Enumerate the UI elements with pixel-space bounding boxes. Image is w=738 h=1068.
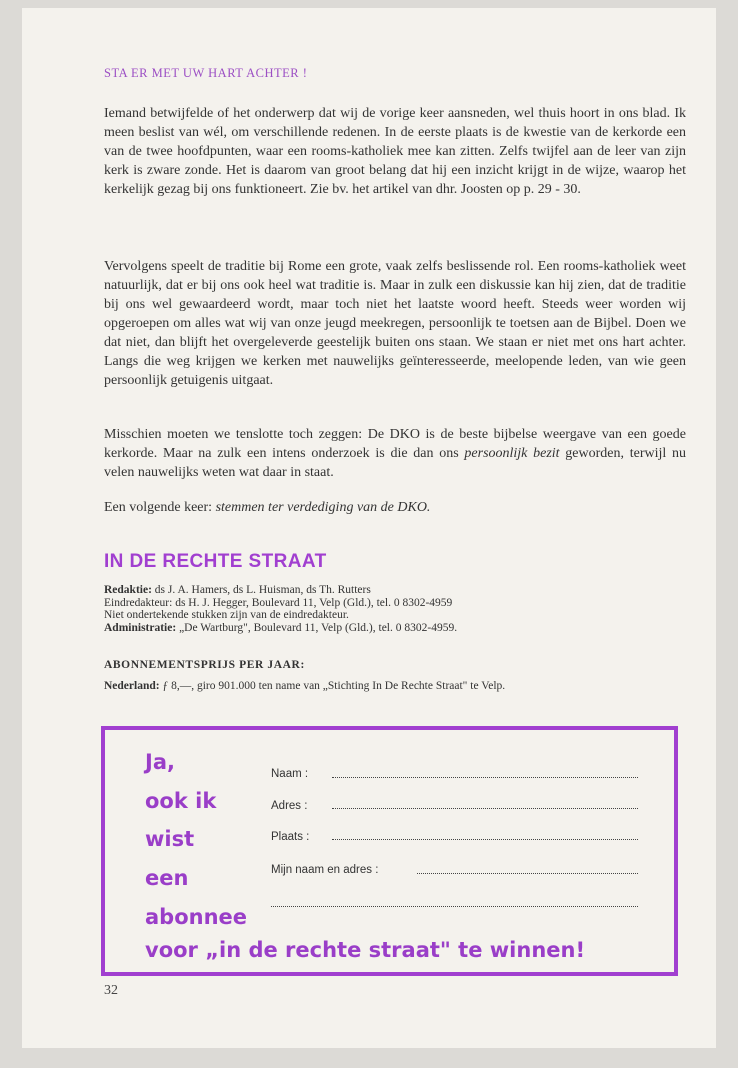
colophon-editorial: [104, 584, 694, 634]
plaats-input-line[interactable]: [332, 839, 638, 840]
paragraph-3-emphasis: persoonlijk bezit: [464, 446, 560, 461]
administratie-line: [104, 622, 694, 635]
page-number: 32: [104, 983, 118, 998]
administratie-label: Administratie:: [104, 621, 177, 634]
article-paragraph-1: Iemand betwijfelde of het onderwerp dat wij de vorige keer aansneden, wel thuis hoort in ons blad. Ik meen beslist van wél, om verschillende redenen. In de eerste plaats is de kwestie van de kerkorde een van de twee hoofdpunten, waar een rooms-katholiek mee kan zitten. Zelfs twijfel aan de leer van zijn kerk is zware zonde. Het is daarom van groot belang dat hij een inzicht krijgt in de wijze, waarop het kerkelijk gezag bij ons funktioneert. Zie bv. het artikel van dhr. Joosten op p. 29 - 30.: [104, 106, 686, 197]
redaktie-value: ds J. A. Hamers, ds L. Huisman, ds Th. Rutters: [151, 584, 371, 596]
mijn-naam-label: Mijn naam en adres :: [271, 864, 379, 876]
eindredakteur-line: Eindredakteur: ds H. J. Hegger, Boulevard 11, Velp (Gld.), tel. 0 8302-4959: [104, 596, 453, 609]
article-paragraph-3: [104, 425, 686, 482]
subscription-price-line: [104, 680, 694, 693]
paragraph-4-emphasis: stemmen ter verdediging van de DKO.: [215, 500, 431, 515]
extra-address-line[interactable]: [271, 906, 638, 907]
mijn-naam-input-line[interactable]: [417, 873, 638, 874]
paragraph-3-text-b: geworden, terwijl nu velen nauwelijks weten wat daar in staat.: [104, 446, 687, 480]
adres-input-line[interactable]: [332, 808, 638, 809]
nederland-label: Nederland:: [104, 680, 160, 692]
coupon-word: een: [145, 866, 189, 890]
redaktie-line: [104, 584, 694, 597]
nederland-value: ƒ 8,—, giro 901.000 ten name van „Stichting In De Rechte Straat" te Velp.: [159, 680, 506, 692]
coupon-word: ook ik: [145, 789, 217, 813]
administratie-value: „De Wartburg", Boulevard 11, Velp (Gld.), tel. 0 8302-4959.: [176, 621, 458, 634]
coupon-word: Ja,: [145, 750, 175, 774]
naam-label: Naam :: [271, 768, 309, 780]
naam-input-line[interactable]: [332, 777, 638, 778]
article-paragraph-2: Vervolgens speelt de traditie bij Rome een grote, vaak zelfs beslissende rol. Een rooms-katholiek weet natuurlijk, dat er bij ons ook heel wat traditie is. Maar in zulk een diskussie kan hij zien, dat de traditie bij ons wel gewaardeerd wordt, maar toch niet het laatste woord heeft. Steeds weer worden wij opgeroepen om alles wat wij van onze jeugd meekregen, persoonlijk te toetsen aan de Bijbel. Doen we dat niet, dan blijft het overgeleverde geestelijk buiten ons staan. We staan er niet met ons hart achter. Langs die weg krijgen we kerken met nauwelijks geïnteresseerde, meelopende leden, van wie geen persoonlijk getuigenis uitgaat.: [104, 259, 686, 388]
paragraph-4-text: Een volgende keer:: [104, 500, 216, 515]
adres-label: Adres :: [271, 800, 308, 812]
plaats-label: Plaats :: [271, 831, 310, 843]
article-heading: STA ER MET UW HART ACHTER !: [104, 66, 308, 80]
coupon-word: wist: [145, 827, 195, 851]
article-paragraph-4: [104, 498, 686, 517]
coupon-final-line: voor „in de rechte straat" te winnen!: [145, 938, 586, 962]
subscription-heading: ABONNEMENTSPRIJS PER JAAR:: [104, 659, 305, 671]
disclaimer-line: Niet ondertekende stukken zijn van de eindredakteur.: [104, 609, 349, 621]
redaktie-label: Redaktie:: [104, 584, 152, 596]
masthead-title: IN DE RECHTE STRAAT: [104, 551, 327, 572]
paragraph-3-text-a: Misschien moeten we tenslotte toch zeggen: De DKO is de beste bijbelse weergave van een goede kerkorde. Maar na zulk een intens onderzoek is die dan ons: [104, 427, 686, 461]
subscription-coupon: [101, 726, 678, 976]
coupon-word: abonnee: [145, 905, 248, 929]
